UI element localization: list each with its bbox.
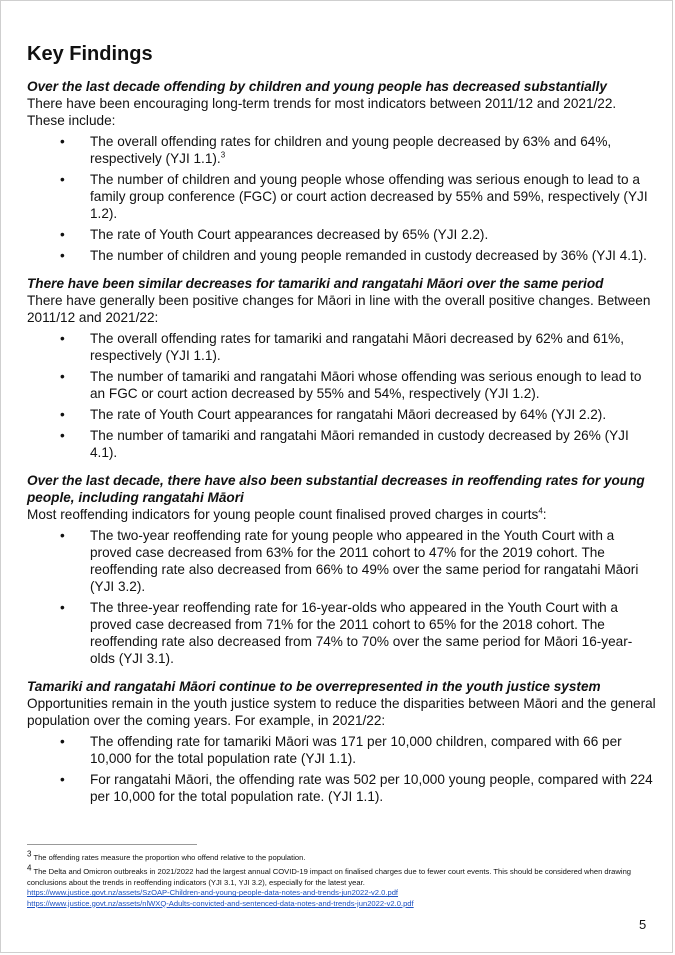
list-item: [27, 330, 657, 364]
list-item-text: The rate of Youth Court appearances decreased by 65% (YJI 2.2).: [90, 227, 489, 242]
list-item-text: The rate of Youth Court appearances for rangatahi Māori decreased by 64% (YJI 2.2).: [90, 407, 607, 422]
list-item-text: The two-year reoffending rate for young people who appeared in the Youth Court with a proved case decreased from 63% for the 2011 cohort to 47% for the 2019 cohort. The reoffending rate also decreased from 66% to 49% over the same period for rangatahi Māori (YJI 3.2).: [90, 528, 639, 594]
list-item: [27, 226, 657, 243]
section-heading: Over the last decade offending by children and young people has decreased substantially: [27, 79, 607, 94]
list-item: [27, 599, 657, 667]
section-heading: Tamariki and rangatahi Māori continue to be overrepresented in the youth justice system: [27, 679, 601, 694]
footnote-text: The Delta and Omicron outbreaks in 2021/2022 had the largest annual COVID-19 impact on finalised charges due to fewer court events. This should be considered when drawing conclusions about the trends in reoffending indicators (YJI 3.1, YJI 3.2), especially for the latest year.: [27, 867, 632, 887]
bullet-icon: •: [60, 428, 65, 443]
footnote-3: [27, 849, 652, 863]
bullet-icon: •: [60, 331, 65, 346]
section-intro: There have been encouraging long-term trends for most indicators between 2011/12 and 2021/22. These include:: [27, 96, 617, 128]
bullet-icon: •: [60, 248, 65, 263]
list-item: [27, 368, 657, 402]
bullet-list: [27, 330, 657, 461]
section-intro: [27, 506, 657, 523]
bullet-icon: •: [60, 528, 65, 543]
section-heading: Over the last decade, there have also been substantial decreases in reoffending rates for young people, including rangatahi Māori: [27, 473, 645, 505]
footnote-divider: [27, 844, 197, 845]
list-item-text: The overall offending rates for children and young people decreased by 63% and 64%, respectively (YJI 1.1).: [90, 134, 612, 166]
list-item: [27, 406, 657, 423]
bullet-list: [27, 133, 657, 264]
footnote-text: The offending rates measure the proportion who offend relative to the population.: [33, 853, 306, 862]
list-item-text: The offending rate for tamariki Māori was 171 per 10,000 children, compared with 66 per 10,000 for the total population rate (YJI 1.1).: [90, 734, 622, 766]
list-item-text: The number of children and young people remanded in custody decreased by 36% (YJI 4.1).: [90, 248, 647, 263]
footnote-ref-3[interactable]: 3: [220, 150, 226, 160]
list-item: [27, 427, 657, 461]
section-offending-decrease: [27, 78, 657, 264]
list-item-text: The number of children and young people whose offending was serious enough to lead to a family group conference (FGC) or court action decreased by 55% and 59%, respectively (YJI 1.2).: [90, 172, 648, 221]
list-item: [27, 247, 657, 264]
bullet-icon: •: [60, 134, 65, 149]
section-intro-text: Most reoffending indicators for young people count finalised proved charges in courts: [27, 507, 539, 522]
footnote-link-children[interactable]: https://www.justice.govt.nz/assets/SzOAP-Children-and-young-people-data-notes-and-trends-jun2022-v2.0.pdf: [27, 888, 399, 898]
bullet-icon: •: [60, 407, 65, 422]
main-content: [27, 43, 657, 816]
footnote-4: [27, 863, 652, 909]
bullet-icon: •: [60, 772, 65, 787]
bullet-icon: •: [60, 227, 65, 242]
list-item: [27, 771, 657, 805]
section-intro: There have generally been positive changes for Māori in line with the overall positive changes. Between 2011/12 and 2021/22:: [27, 293, 651, 325]
page-title: Key Findings: [27, 43, 153, 65]
bullet-icon: •: [60, 369, 65, 384]
list-item-text: The three-year reoffending rate for 16-year-olds who appeared in the Youth Court with a proved case decreased from 71% for the 2011 cohort to 65% for the 2018 cohort. The reoffending rate also decreased from 74% to 70% over the same period for Māori 16-year-olds (YJI 3.1).: [90, 600, 633, 666]
page-number: 5: [639, 917, 647, 932]
bullet-icon: •: [60, 600, 65, 615]
footnote-number: 3: [27, 849, 32, 859]
list-item: [27, 527, 657, 595]
bullet-icon: •: [60, 734, 65, 749]
list-item-text: The overall offending rates for tamariki and rangatahi Māori decreased by 62% and 61%, respectively (YJI 1.1).: [90, 331, 624, 363]
bullet-icon: •: [60, 172, 65, 187]
bullet-list: [27, 733, 657, 805]
list-item-text: The number of tamariki and rangatahi Māori whose offending was serious enough to lead to an FGC or court action decreased by 55% and 54%, respectively (YJI 1.2).: [90, 369, 642, 401]
footnotes: [27, 849, 652, 913]
section-intro-tail: :: [542, 507, 547, 522]
footnote-number: 4: [27, 863, 32, 873]
footnote-link-adults[interactable]: https://www.justice.govt.nz/assets/nlWXQ-Adults-convicted-and-sentenced-data-notes-and-trends-jun2022-v2.0.pdf: [27, 898, 414, 908]
list-item: [27, 133, 657, 167]
section-reoffending-decrease: [27, 472, 657, 667]
list-item-text: The number of tamariki and rangatahi Māori remanded in custody decreased by 26% (YJI 4.1).: [90, 428, 629, 460]
footnote-ref-4[interactable]: 4: [538, 506, 543, 516]
section-overrepresentation: [27, 678, 657, 805]
list-item: [27, 171, 657, 222]
section-heading: There have been similar decreases for tamariki and rangatahi Māori over the same period: [27, 276, 604, 291]
section-intro: Opportunities remain in the youth justice system to reduce the disparities between Māori and the general population over the coming years. For example, in 2021/22:: [27, 696, 656, 728]
section-maori-decrease: [27, 275, 657, 461]
list-item-text: For rangatahi Māori, the offending rate was 502 per 10,000 young people, compared with 224 per 10,000 for the total population rate. (YJI 1.1).: [90, 772, 653, 804]
bullet-list: [27, 527, 657, 667]
list-item: [27, 733, 657, 767]
